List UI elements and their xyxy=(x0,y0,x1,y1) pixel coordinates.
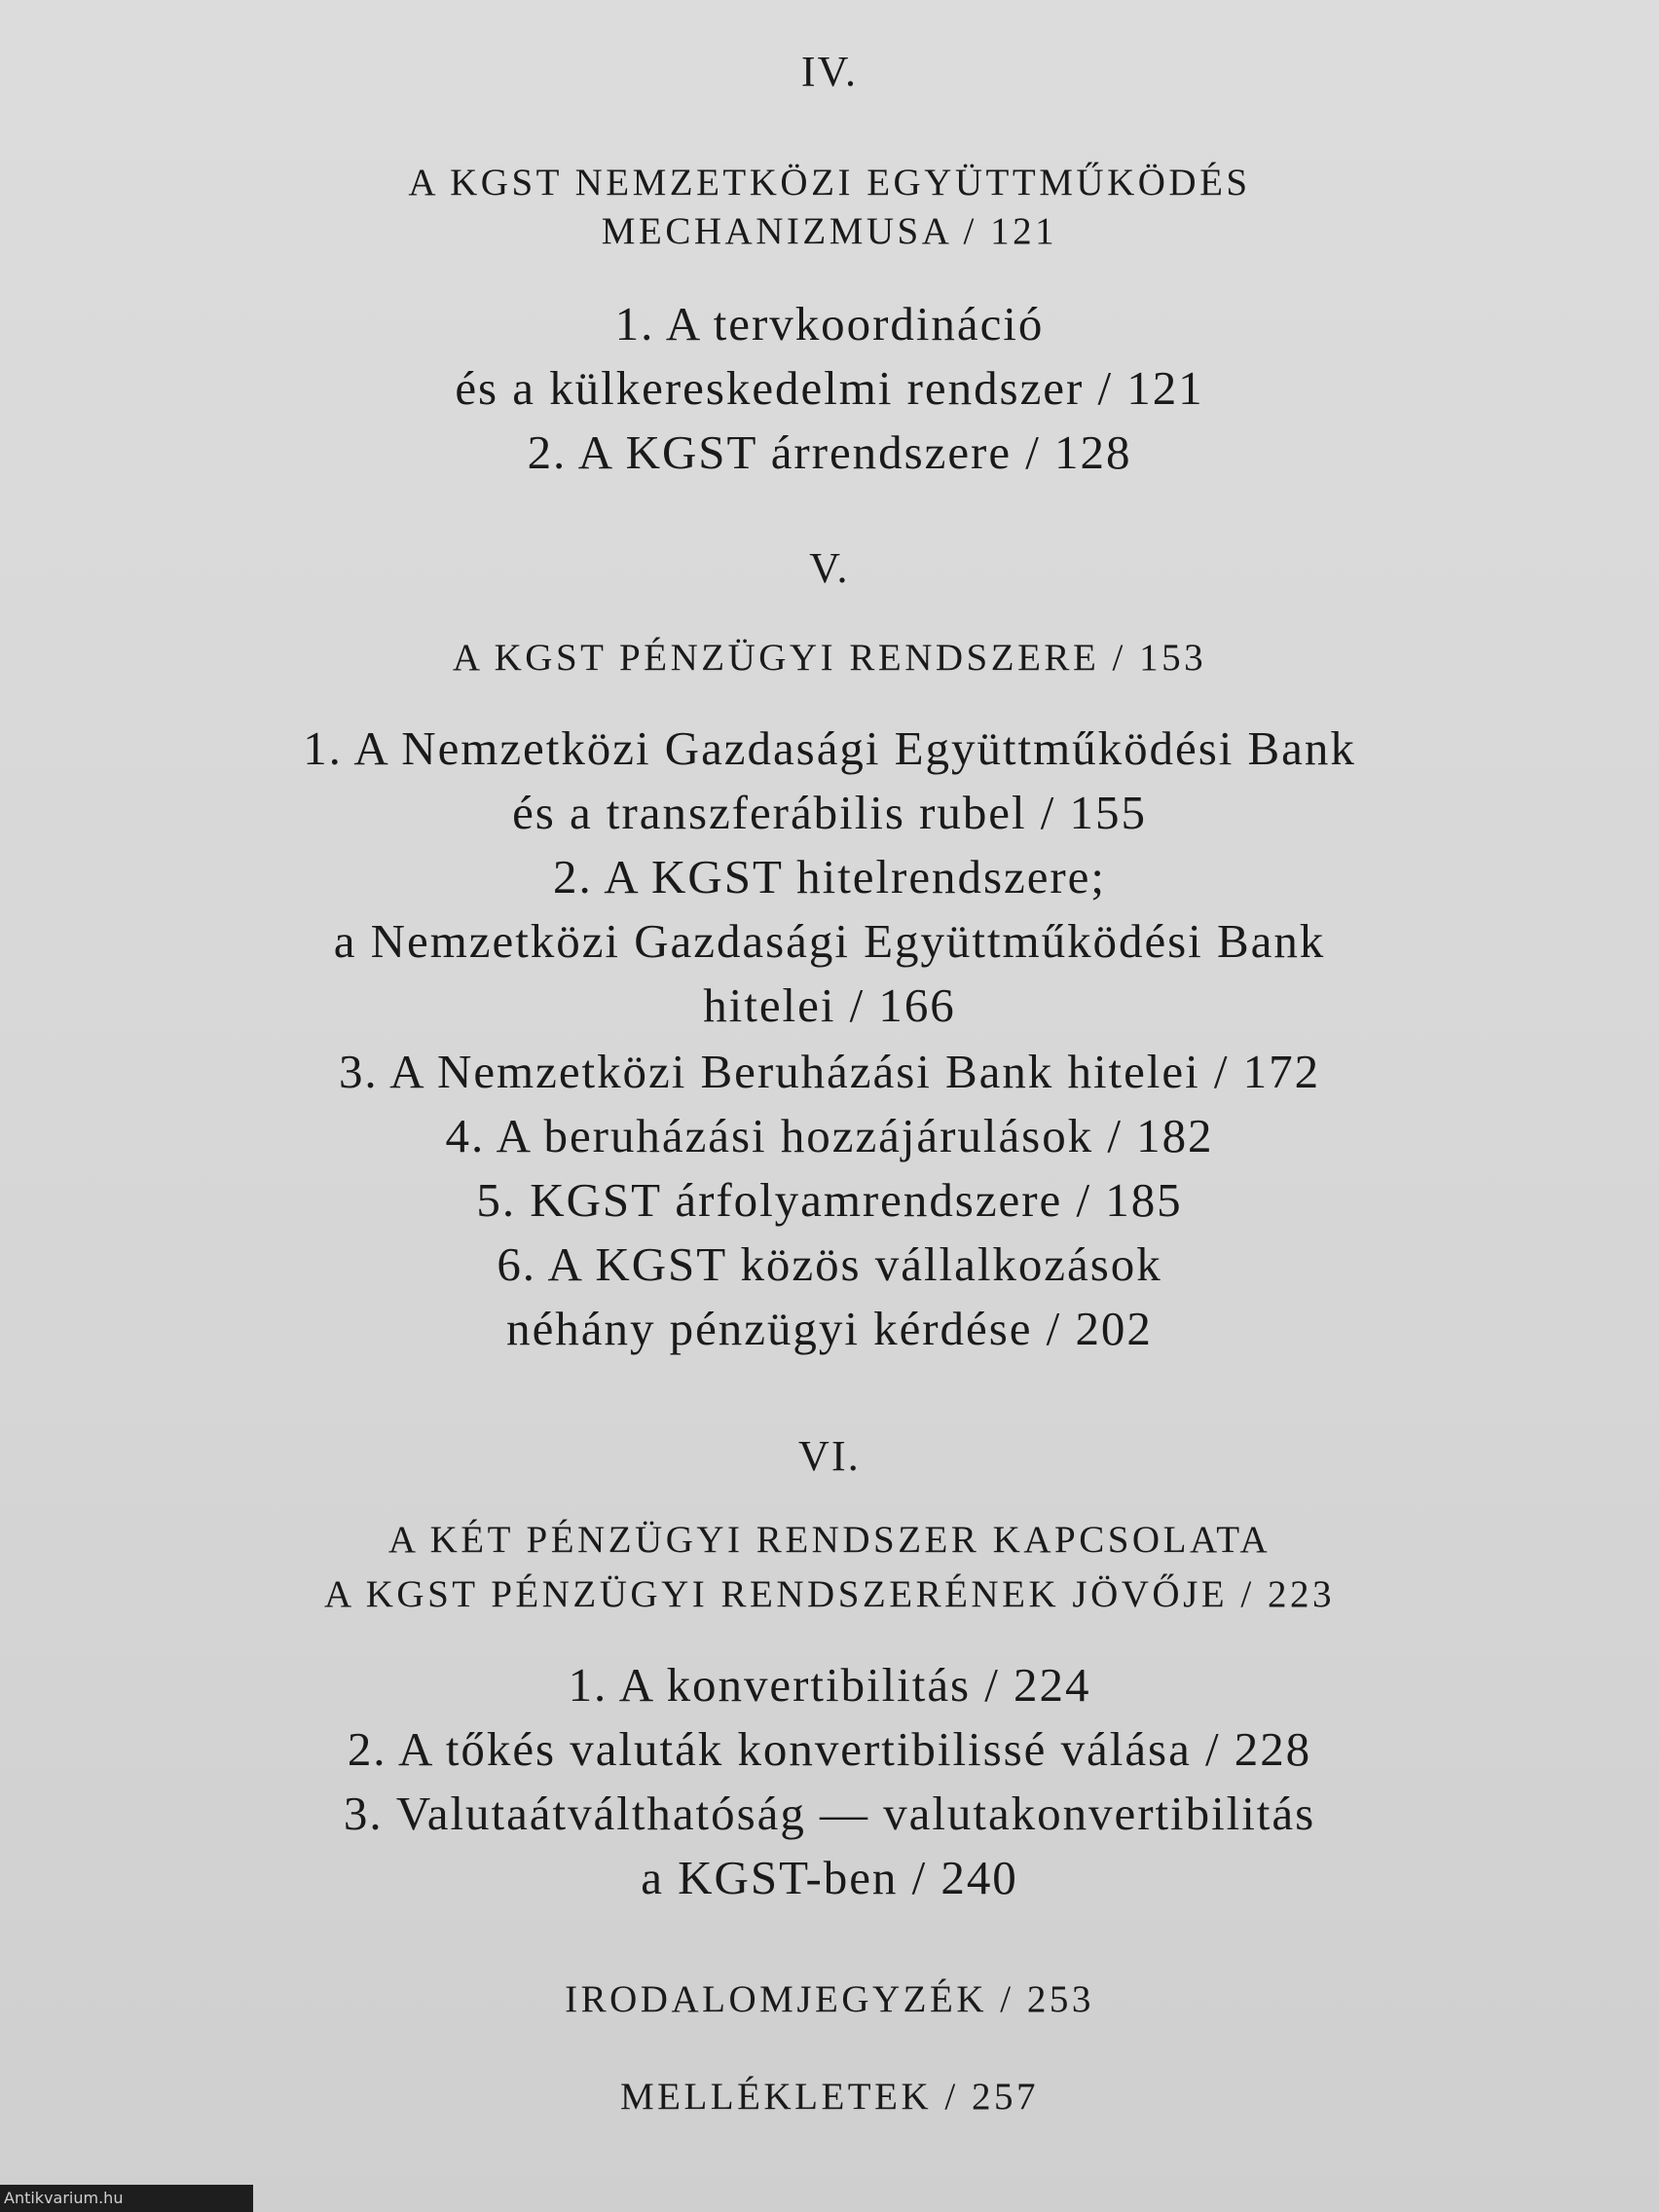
section-title: MECHANIZMUSA / 121 xyxy=(601,210,1058,252)
toc-entry: a Nemzetközi Gazdasági Együttműködési Bank xyxy=(333,914,1326,968)
toc-entry: és a transzferábilis rubel / 155 xyxy=(512,786,1147,839)
section-numeral: IV. xyxy=(800,48,859,95)
section-numeral: V. xyxy=(809,544,850,592)
toc-entry: néhány pénzügyi kérdése / 202 xyxy=(506,1302,1153,1355)
bibliography-heading: IRODALOMJEGYZÉK / 253 xyxy=(565,1978,1094,2020)
toc-entry: 1. A konvertibilitás / 224 xyxy=(568,1658,1091,1712)
section-title: A KÉT PÉNZÜGYI RENDSZER KAPCSOLATA xyxy=(387,1519,1272,1561)
toc-entry: 3. Valutaátválthatóság — valutakonvertibilitás xyxy=(343,1787,1316,1840)
toc-entry: 4. A beruházási hozzájárulások / 182 xyxy=(445,1109,1214,1162)
toc-entry: hitelei / 166 xyxy=(703,978,956,1032)
toc-entry: 5. KGST árfolyamrendszere / 185 xyxy=(476,1173,1183,1227)
toc-entry: 2. A KGST árrendszere / 128 xyxy=(527,425,1132,479)
toc-entry: 1. A Nemzetközi Gazdasági Együttműködési Bank xyxy=(303,721,1356,775)
toc-entry: 3. A Nemzetközi Beruházási Bank hitelei / 172 xyxy=(338,1045,1321,1098)
toc-entry: 2. A tőkés valuták konvertibilissé válása / 228 xyxy=(347,1722,1312,1776)
section-title: A KGST PÉNZÜGYI RENDSZERÉNEK JÖVŐJE / 223 xyxy=(323,1573,1336,1615)
toc-entry: 2. A KGST hitelrendszere; xyxy=(553,850,1106,903)
watermark: Antikvarium.hu xyxy=(0,2185,253,2212)
section-numeral: VI. xyxy=(797,1432,862,1480)
toc-entry: és a külkereskedelmi rendszer / 121 xyxy=(455,361,1204,415)
section-title: A KGST PÉNZÜGYI RENDSZERE / 153 xyxy=(452,637,1207,679)
appendices-heading: MELLÉKLETEK / 257 xyxy=(619,2076,1040,2118)
toc-entry: a KGST-ben / 240 xyxy=(641,1851,1018,1904)
section-title: A KGST NEMZETKÖZI EGYÜTTMŰKÖDÉS xyxy=(408,162,1251,203)
toc-entry: 6. A KGST közös vállalkozások xyxy=(497,1237,1162,1291)
toc-entry: 1. A tervkoordináció xyxy=(614,297,1045,350)
